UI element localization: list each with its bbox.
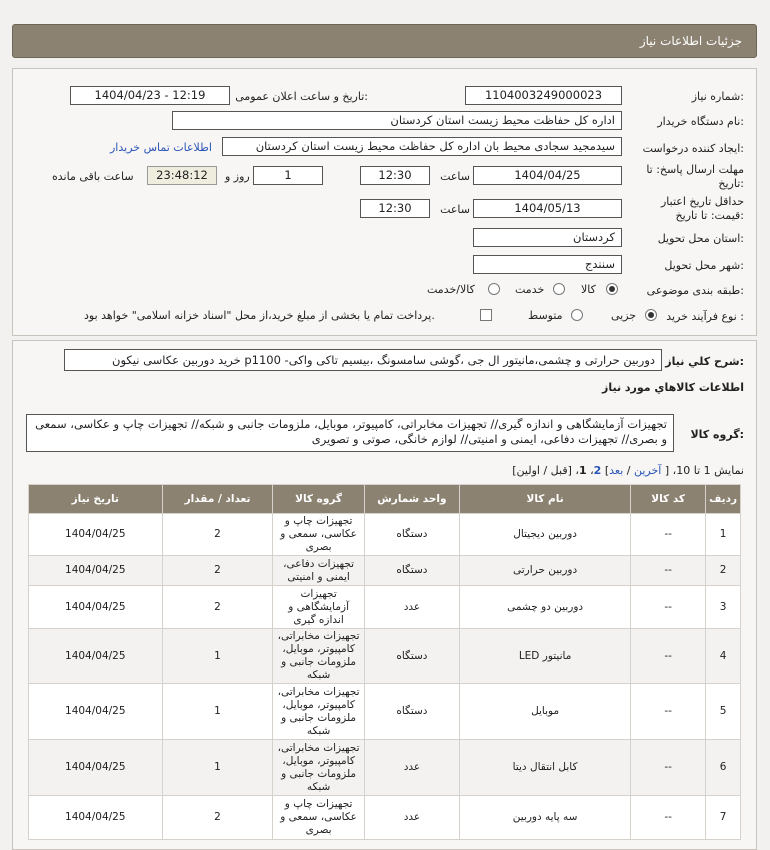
pagination-next[interactable]: بعد [609, 464, 624, 477]
table-row[interactable] [29, 684, 741, 740]
cell-date: 1404/04/25 [29, 740, 163, 796]
cell-unit: دستگاه [364, 556, 459, 586]
cell-row: 6 [706, 740, 741, 796]
pagination-last[interactable]: آخرین [634, 464, 662, 477]
contact-buyer-link[interactable]: اطلاعات تماس خریدار [110, 141, 212, 154]
cell-row: 5 [706, 684, 741, 740]
purchase-radio-medium[interactable] [571, 309, 583, 321]
pagination-bracket-close-1: ] [604, 464, 610, 477]
col-group: گروه کالا [273, 485, 364, 514]
validity-time-field[interactable]: 12:30 [360, 199, 430, 218]
col-row: ردیف [706, 485, 741, 514]
cell-row: 7 [706, 796, 741, 840]
cell-code: -- [631, 684, 706, 740]
cell-row: 1 [706, 514, 741, 556]
page-header [12, 24, 757, 58]
validity-label-date: قیمت: تا تاریخ: [675, 209, 744, 222]
buyer-org-field[interactable]: اداره کل حفاظت محیط زیست استان کردستان [172, 111, 622, 130]
cell-code: -- [631, 514, 706, 556]
need-number-label: شماره نیاز: [691, 90, 744, 103]
pagination-showing: نمایش 1 تا 10، [672, 464, 744, 477]
deadline-time-label: ساعت [440, 170, 470, 183]
cell-unit: دستگاه [364, 629, 459, 684]
deadline-date-field[interactable]: 1404/04/25 [473, 166, 622, 185]
goods-group-label: گروه کالا: [690, 428, 744, 441]
days-field[interactable]: 1 [253, 166, 323, 185]
cell-group: تجهیزات مخابراتی، کامپیوتر، موبایل، ملزومات جانبی و شبکه [273, 740, 364, 796]
category-radio-both[interactable] [488, 283, 500, 295]
validity-label: حداقل تاریخ اعتبار [660, 195, 744, 208]
pagination-bracket-close-2: ] [512, 464, 517, 477]
cell-qty: 2 [162, 586, 273, 629]
items-table [28, 484, 741, 840]
cell-qty: 1 [162, 629, 273, 684]
city-field[interactable]: سنندج [473, 255, 622, 274]
table-row[interactable] [29, 586, 741, 629]
validity-date-field[interactable]: 1404/05/13 [473, 199, 622, 218]
summary-label: شرح کلي نياز: [665, 355, 744, 368]
goods-group-field[interactable]: تجهیزات آزمایشگاهی و اندازه گیری// تجهیزات مخابراتی، کامپیوتر، موبایل، ملزومات جانبی و شبکه// تجهیزات چاپ و عکاسی، سمعی و بصری// تجهیزات دفاعی، ایمنی و امنیتی// لوازم خانگی، صوتی و تصویری [26, 414, 674, 452]
cell-unit: دستگاه [364, 514, 459, 556]
purchase-radio-minor[interactable] [645, 309, 657, 321]
cell-name: کابل انتقال دیتا [460, 740, 631, 796]
cell-code: -- [631, 586, 706, 629]
cell-row: 2 [706, 556, 741, 586]
cell-name: سه پایه دوربین [460, 796, 631, 840]
table-header-row [29, 485, 741, 514]
creator-field[interactable]: سیدمجید سجادی محیط بان اداره کل حفاظت محیط زیست استان کردستان [222, 137, 622, 156]
announce-label: تاریخ و ساعت اعلان عمومی: [235, 90, 368, 103]
cell-unit: دستگاه [364, 684, 459, 740]
purchase-medium-label: متوسط [528, 309, 563, 322]
cell-date: 1404/04/25 [29, 586, 163, 629]
table-row[interactable] [29, 556, 741, 586]
treasury-payment-checkbox[interactable] [480, 309, 492, 321]
table-row[interactable] [29, 796, 741, 840]
cell-row: 4 [706, 629, 741, 684]
cell-name: دوربین حرارتی [460, 556, 631, 586]
city-label: شهر محل تحویل: [664, 259, 744, 272]
pagination-comma: ، [590, 464, 594, 477]
pagination-first: اولین [516, 464, 540, 477]
table-row[interactable] [29, 629, 741, 684]
cell-group: تجهیزات آزمایشگاهی و اندازه گیری [273, 586, 364, 629]
cell-qty: 2 [162, 556, 273, 586]
deadline-time-field[interactable]: 12:30 [360, 166, 430, 185]
province-label: استان محل تحویل: [657, 232, 744, 245]
remaining-time-field: 23:48:12 [147, 166, 217, 185]
cell-date: 1404/04/25 [29, 796, 163, 840]
deadline-label: مهلت ارسال پاسخ: تا [646, 163, 744, 176]
cell-unit: عدد [364, 586, 459, 629]
cell-qty: 1 [162, 684, 273, 740]
cell-code: -- [631, 796, 706, 840]
cell-date: 1404/04/25 [29, 684, 163, 740]
cell-code: -- [631, 556, 706, 586]
goods-section-title: اطلاعات کالاهاي مورد نياز [602, 381, 744, 394]
pagination-bracket-open: [ [664, 464, 670, 477]
province-field[interactable]: کردستان [473, 228, 622, 247]
buyer-org-label: نام دستگاه خریدار: [657, 115, 744, 128]
pagination-bracket-open-2: [ [567, 464, 572, 477]
pagination [512, 464, 744, 477]
cell-group: تجهیزات مخابراتی، کامپیوتر، موبایل، ملزومات جانبی و شبکه [273, 684, 364, 740]
pagination-page-1: 1 [578, 464, 587, 477]
cell-code: -- [631, 629, 706, 684]
validity-time-label: ساعت [440, 203, 470, 216]
announce-field[interactable]: 1404/04/23 - 12:19 [70, 86, 230, 105]
need-number-field[interactable]: 1104003249000023 [465, 86, 622, 105]
purchase-type-label: نوع فرآیند خرید : [666, 310, 744, 323]
cell-date: 1404/04/25 [29, 629, 163, 684]
cell-group: تجهیزات چاپ و عکاسی، سمعی و بصری [273, 796, 364, 840]
col-unit: واحد شمارش [364, 485, 459, 514]
cell-date: 1404/04/25 [29, 556, 163, 586]
pagination-sep-1: / [626, 464, 631, 477]
cell-qty: 2 [162, 514, 273, 556]
purchase-minor-label: جزیی [611, 309, 637, 322]
cell-unit: عدد [364, 740, 459, 796]
col-date: تاریخ نیاز [29, 485, 163, 514]
table-row[interactable] [29, 514, 741, 556]
remaining-label: ساعت باقی مانده [52, 170, 134, 183]
col-name: نام کالا [460, 485, 631, 514]
cell-unit: عدد [364, 796, 459, 840]
category-radio-service[interactable] [553, 283, 565, 295]
cell-name: موبایل [460, 684, 631, 740]
pagination-prev: قبل [550, 464, 568, 477]
cell-name: دوربین دو چشمی [460, 586, 631, 629]
cell-group: تجهیزات مخابراتی، کامپیوتر، موبایل، ملزومات جانبی و شبکه [273, 629, 364, 684]
category-service-label: خدمت [515, 283, 545, 296]
days-label: روز و [225, 170, 250, 183]
page-title: جزئیات اطلاعات نیاز [639, 34, 742, 48]
cell-date: 1404/04/25 [29, 514, 163, 556]
category-goods-label: کالا [581, 283, 596, 296]
pagination-comma-2: ، [575, 464, 579, 477]
cell-qty: 2 [162, 796, 273, 840]
table-row[interactable] [29, 740, 741, 796]
cell-row: 3 [706, 586, 741, 629]
cell-qty: 1 [162, 740, 273, 796]
cell-group: تجهیزات چاپ و عکاسی، سمعی و بصری [273, 514, 364, 556]
category-both-label: کالا/خدمت [427, 283, 475, 296]
col-code: کد کالا [631, 485, 706, 514]
category-radio-goods[interactable] [606, 283, 618, 295]
creator-label: ایجاد کننده درخواست: [642, 142, 744, 155]
pagination-page-2[interactable]: 2 [593, 464, 602, 477]
cell-group: تجهیزات دفاعی، ایمنی و امنیتی [273, 556, 364, 586]
deadline-label-date: تاریخ: [718, 177, 744, 190]
cell-name: دوربین دیجیتال [460, 514, 631, 556]
summary-field[interactable]: خرید دوربین عکاسی نیکون p1100 -دوربین حرارتی و چشمی،مانیتور ال جی ،گوشی سامسونگ ،بیسیم تاکی واکی [64, 349, 662, 371]
treasury-payment-note: پرداخت تمام یا بخشی از مبلغ خرید،از محل "اسناد خزانه اسلامی" خواهد بود. [84, 309, 435, 322]
category-label: طبقه بندی موضوعی: [646, 284, 744, 297]
cell-name: مانیتور LED [460, 629, 631, 684]
cell-code: -- [631, 740, 706, 796]
col-qty: تعداد / مقدار [162, 485, 273, 514]
pagination-sep-2: / [543, 464, 548, 477]
